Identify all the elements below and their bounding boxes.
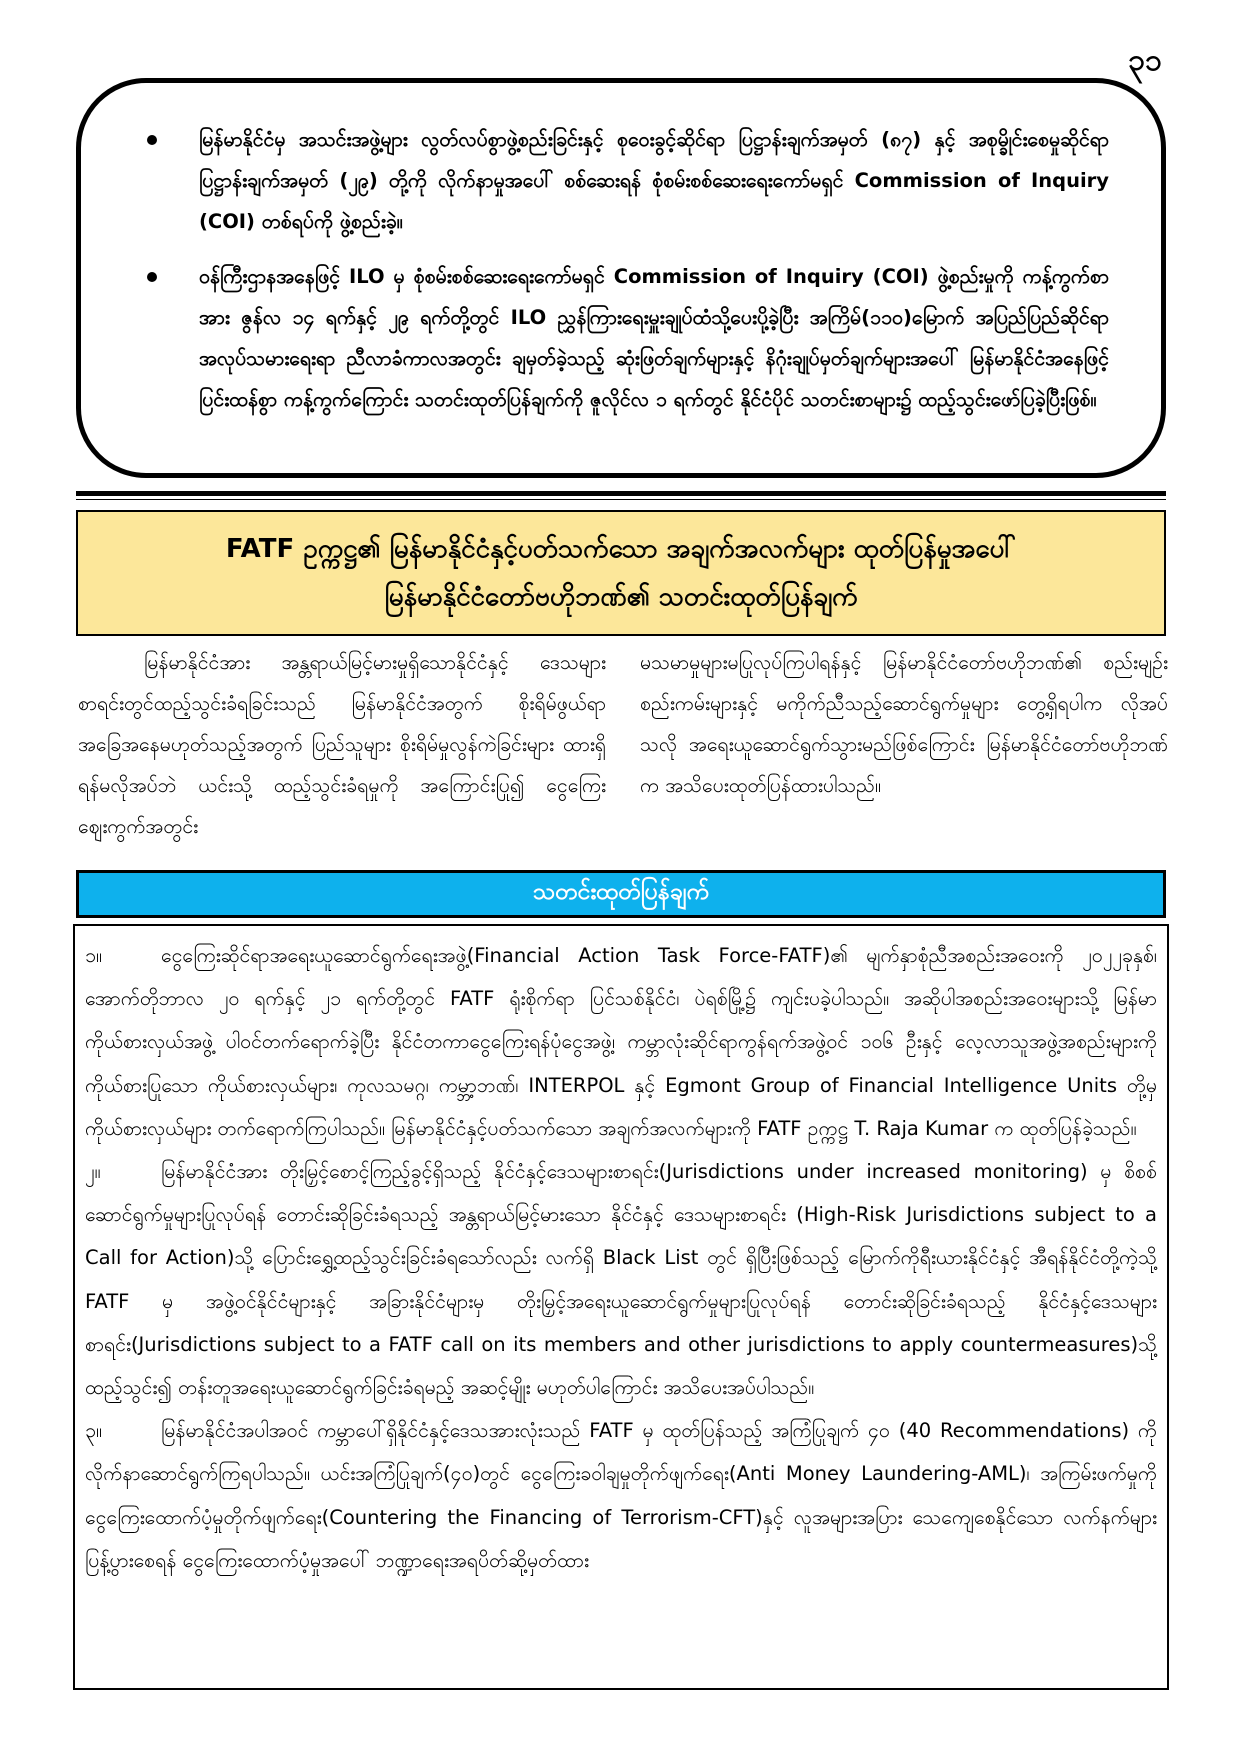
bullet-text: မြန်မာနိုင်ငံမှ အသင်းအဖွဲ့များ လွတ်လပ်စွာဖွဲ့စည်းခြင်းနှင့် စုဝေးခွင့်ဆိုင်ရာ ပြဋ္ဌာန်းချက်အမှတ် (၈၇) နှင့် အစုမ္ခိုင်းစေမှုဆိုင်ရာ ပြဋ္ဌာန်းချက်အမှတ် (၂၉) တို့ကို လိုက်နာမှုအပေါ် စစ်ဆေးရန် စုံစမ်းစစ်ဆေးရေးကော်မရှင် Commission of Inquiry (COI) တစ်ရပ်ကို ဖွဲ့စည်းခဲ့။	[199, 128, 1109, 233]
bullet-item	[133, 256, 1109, 420]
announcement-box	[73, 924, 1169, 1690]
summary-box	[76, 78, 1166, 478]
bullet-text: ဝန်ကြီးဌာနအနေဖြင့် ILO မှ စုံစမ်းစစ်ဆေးရေးကော်မရှင် Commission of Inquiry (COI) ဖွဲ့စည်းမှုကို ကန့်ကွက်စာအား ဇွန်လ ၁၄ ရက်နှင့် ၂၉ ရက်တို့တွင် ILO ညွှန်ကြားရေးမှူးချုပ်ထံသို့ပေးပို့ခဲ့ပြီး အကြိမ်(၁၁၀)မြောက် အပြည်ပြည်ဆိုင်ရာ အလုပ်သမားရေးရာ ညီလာခံကာလအတွင်း ချမှတ်ခဲ့သည့် ဆုံးဖြတ်ချက်များနှင့် နိဂုံးချုပ်မှတ်ချက်များအပေါ် မြန်မာနိုင်ငံအနေဖြင့် ပြင်းထန်စွာ ကန့်ကွက်ကြောင်း သတင်းထုတ်ပြန်ချက်ကို ဇူလိုင်လ ၁ ရက်တွင် နိုင်ငံပိုင် သတင်းစာများ၌ ထည့်သွင်းဖော်ပြခဲ့ပြီးဖြစ်။	[199, 265, 1109, 411]
intro-right-column: မသမာမှုများမပြုလုပ်ကြပါရန်နှင့် မြန်မာနိုင်ငံတော်ဗဟိုဘဏ်၏ စည်းမျဉ်းစည်းကမ်းများနှင့် မကိုက်ညီသည့်ဆောင်ရွက်မှုများ တွေ့ရှိရပါက လိုအပ်သလို အရေးယူဆောင်ရွက်သွားမည်ဖြစ်ကြောင်း မြန်မာနိုင်ငံတော်ဗဟိုဘဏ်က အသိပေးထုတ်ပြန်ထားပါသည်။	[640, 651, 1168, 797]
paragraph-number: ၂။	[85, 1160, 101, 1184]
intro-left-column: မြန်မာနိုင်ငံအား အန္တရာယ်မြင့်မားမှုရှိသောနိုင်ငံနှင့် ဒေသများ စာရင်းတွင်ထည့်သွင်းခံရခြင်းသည် မြန်မာနိုင်ငံအတွက် စိုးရိမ်ဖွယ်ရာအခြေအနေမဟုတ်သည့်အတွက် ပြည်သူများ စိုးရိမ်မှုလွန်ကဲခြင်းများ ထားရှိရန်မလိုအပ်ဘဲ ယင်းသို့ ထည့်သွင်းခံရမှုကို အကြောင်းပြု၍ ငွေကြေးဈေးကွက်အတွင်း	[78, 651, 606, 838]
page-number: ၃၁	[1128, 43, 1162, 78]
section-divider	[76, 491, 1166, 500]
intro-columns	[78, 642, 1168, 848]
section-title: သတင်းထုတ်ပြန်ချက်	[533, 879, 709, 905]
paragraph-number: ၁။	[85, 944, 102, 967]
headline-line-1: FATF ဥက္ကဋ္ဌ၏ မြန်မာနိုင်ငံနှင့်ပတ်သက်သော အချက်အလက်များ ထုတ်ပြန်မှုအပေါ်	[225, 534, 1017, 564]
paragraph-text: မြန်မာနိုင်ငံအား တိုးမြှင့်စောင့်ကြည့်ခွင့်ရှိသည့် နိုင်ငံနှင့်ဒေသများစာရင်း(Jurisdictions under increased monitoring) မှ စိစစ်ဆောင်ရွက်မှုများပြုလုပ်ရန် တောင်းဆိုခြင်းခံရသည့် အန္တရာယ်မြင့်မားသော နိုင်ငံနှင့် ဒေသများစာရင်း (High-Risk Jurisdictions subject to a Call for Action)သို့ ပြောင်းရွှေ့ထည့်သွင်းခြင်းခံရသော်လည်း လက်ရှိ Black List တွင် ရှိပြီးဖြစ်သည့် မြောက်ကိုရီးယားနိုင်ငံနှင့် အီရန်နိုင်ငံတို့ကဲ့သို့ FATF မှ အဖွဲ့ဝင်နိုင်ငံများနှင့် အခြားနိုင်ငံများမှ တိုးမြှင့်အရေးယူဆောင်ရွက်မှုများပြုလုပ်ရန် တောင်းဆိုခြင်းခံရသည့် နိုင်ငံနှင့်ဒေသများစာရင်း(Jurisdictions subject to a FATF call on its members and other jurisdictions to apply countermeasures)သို့ ထည့်သွင်း၍ တန်းတူအရေးယူဆောင်ရွက်ခြင်းခံရမည့် အဆင့်မျိုး မဟုတ်ပါကြောင်း အသိပေးအပ်ပါသည်။	[85, 1160, 1157, 1400]
paragraph-1	[85, 934, 1157, 1150]
paragraph-3	[85, 1409, 1157, 1582]
section-title-bar	[76, 870, 1166, 918]
article-headline	[76, 510, 1166, 636]
paragraph-2	[85, 1150, 1157, 1409]
bullet-icon	[147, 272, 157, 282]
bullet-icon	[147, 135, 157, 145]
paragraph-number: ၃။	[85, 1419, 102, 1443]
bullet-item	[133, 119, 1109, 242]
paragraph-text: ငွေကြေးဆိုင်ရာအရေးယူဆောင်ရွက်ရေးအဖွဲ့(Financial Action Task Force-FATF)၏ မျက်နှာစုံညီအစည်းအဝေးကို ၂၀၂၂ခုနှစ်၊ အောက်တိုဘာလ ၂၀ ရက်နှင့် ၂၁ ရက်တို့တွင် FATF ရုံးစိုက်ရာ ပြင်သစ်နိုင်ငံ၊ ပဲရစ်မြို့၌ ကျင်းပခဲ့ပါသည်။ အဆိုပါအစည်းအဝေးများသို့ မြန်မာကိုယ်စားလှယ်အဖွဲ့ ပါဝင်တက်ရောက်ခဲ့ပြီး နိုင်ငံတကာငွေကြေးရန်ပုံငွေအဖွဲ့၊ ကမ္ဘာလုံးဆိုင်ရာကွန်ရက်အဖွဲ့ဝင် ၁၀၆ ဦးနှင့် လေ့လာသူအဖွဲ့အစည်းများကို ကိုယ်စားပြုသော ကိုယ်စားလှယ်များ၊ ကုလသမဂ္ဂ၊ ကမ္ဘာ့ဘဏ်၊ INTERPOL နှင့် Egmont Group of Financial Intelligence Units တို့မှ ကိုယ်စားလှယ်များ တက်ရောက်ကြပါသည်။ မြန်မာနိုင်ငံနှင့်ပတ်သက်သော အချက်အလက်များကို FATF ဥက္ကဋ္ဌ T. Raja Kumar က ထုတ်ပြန်ခဲ့သည်။	[85, 944, 1157, 1140]
paragraph-text: မြန်မာနိုင်ငံအပါအဝင် ကမ္ဘာပေါ်ရှိနိုင်ငံနှင့်ဒေသအားလုံးသည် FATF မှ ထုတ်ပြန်သည့် အကြံပြုချက် ၄၀ (40 Recommendations) ကို လိုက်နာဆောင်ရွက်ကြရပါသည်။ ယင်းအကြံပြုချက်(၄၀)တွင် ငွေကြေးခဝါချမှုတိုက်ဖျက်ရေး(Anti Money Laundering-AML)၊ အကြမ်းဖက်မှုကို ငွေကြေးထောက်ပံ့မှုတိုက်ဖျက်ရေး(Countering the Financing of Terrorism-CFT)နှင့် လူအများအပြား သေကျေစေနိုင်သော လက်နက်များပြန့်ပွားစေရန် ငွေကြေးထောက်ပံ့မှုအပေါ် ဘဏ္ဍာရေးအရပိတ်ဆို့မှတ်ထား	[85, 1419, 1157, 1572]
headline-line-2: မြန်မာနိုင်ငံတော်ဗဟိုဘဏ်၏ သတင်းထုတ်ပြန်ချက်	[384, 582, 858, 612]
